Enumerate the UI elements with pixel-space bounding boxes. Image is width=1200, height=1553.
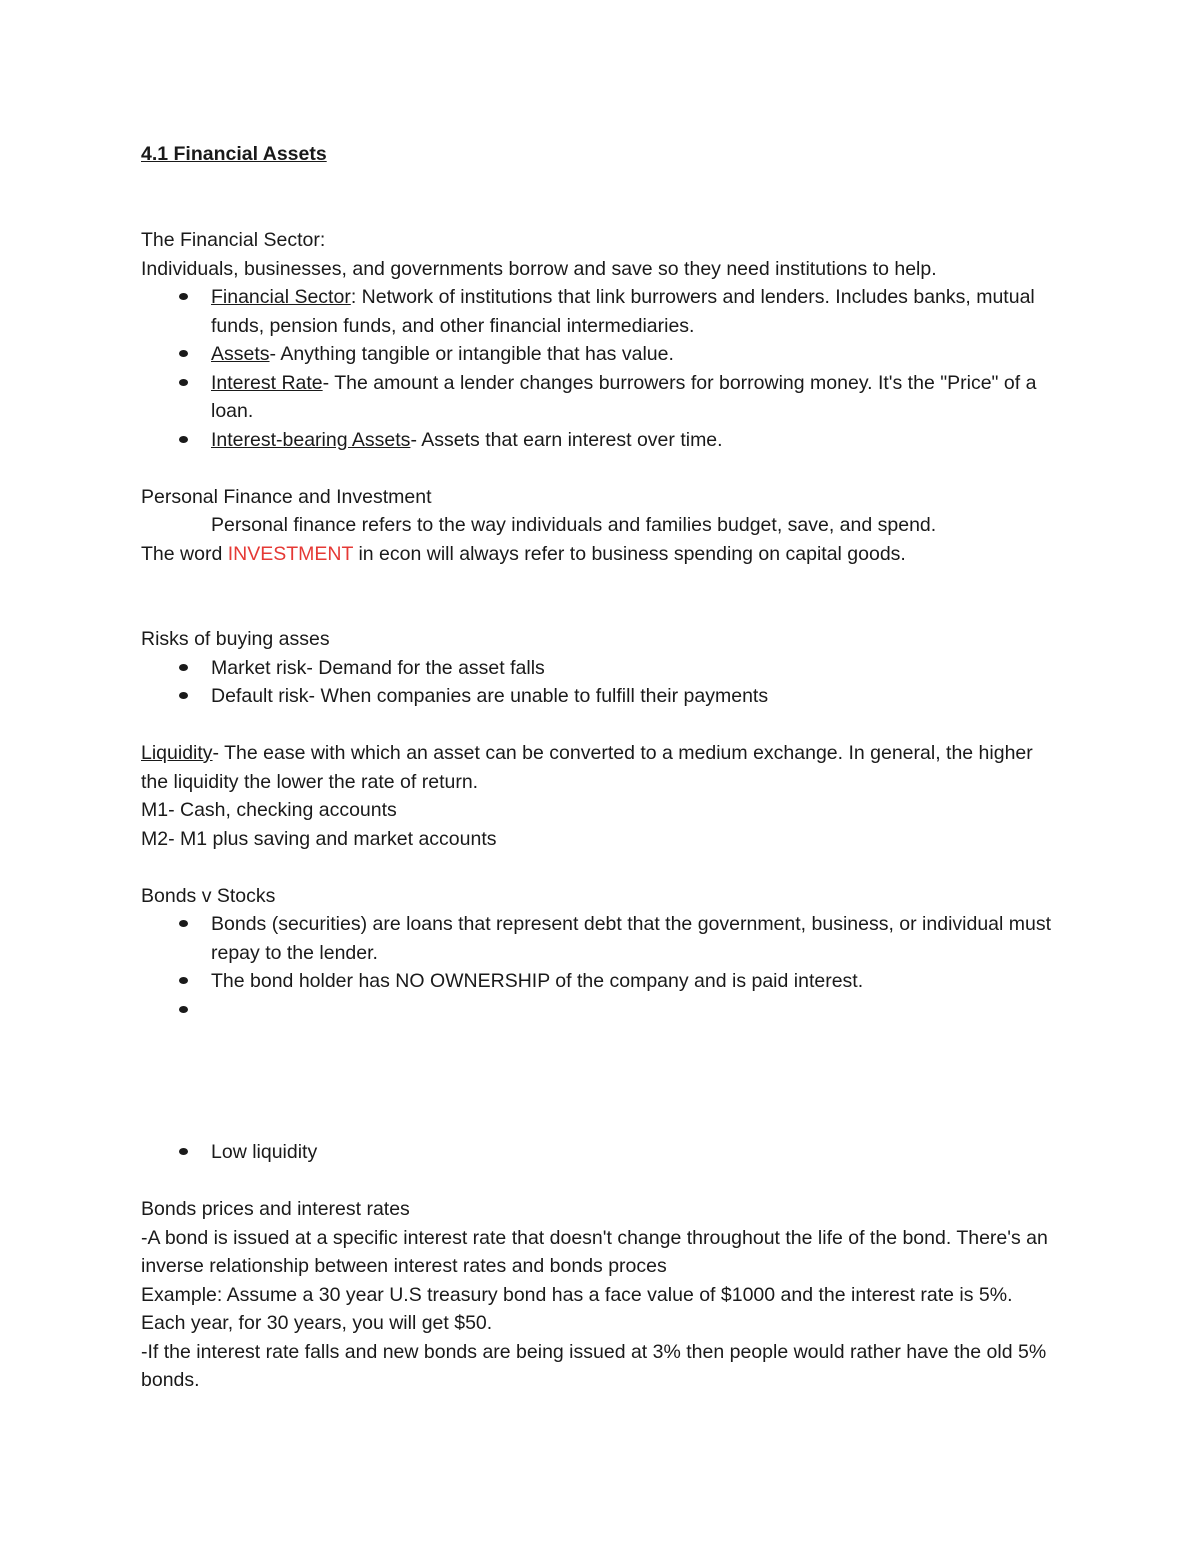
- list-item: [141, 426, 1061, 455]
- sector-list: [141, 283, 1061, 454]
- personal-line: Personal finance refers to the way individuals and families budget, save, and spend.: [211, 514, 937, 536]
- liquidity-term: Liquidity: [141, 742, 213, 764]
- spacer: [141, 711, 1061, 740]
- document-title: 4.1 Financial Assets: [141, 143, 327, 165]
- list-item: Bonds (securities) are loans that represent debt that the government, business, or individual must repay to the lender.: [141, 910, 1061, 967]
- sector-heading: The Financial Sector:: [141, 229, 326, 251]
- list-item: [141, 996, 1061, 1025]
- list-item: The bond holder has NO OWNERSHIP of the company and is paid interest.: [141, 967, 1061, 996]
- spacer: [141, 454, 1061, 483]
- liquidity-definition: - The ease with which an asset can be converted to a medium exchange. In general, the higher the liquidity the lower the rate of return.: [141, 742, 1033, 793]
- bonds-list-continued: [141, 1138, 1061, 1167]
- prices-heading: Bonds prices and interest rates: [141, 1198, 410, 1220]
- risks-list: [141, 654, 1061, 711]
- risks-heading: Risks of buying asses: [141, 628, 330, 650]
- spacer: [141, 853, 1061, 882]
- list-item: [141, 340, 1061, 369]
- spacer: [141, 1167, 1061, 1196]
- investment-line: [141, 540, 1061, 569]
- bonds-list: [141, 910, 1061, 1024]
- term: Assets: [211, 343, 270, 365]
- m2-line: M2- M1 plus saving and market accounts: [141, 827, 497, 850]
- spacer: [141, 1024, 1061, 1138]
- liquidity-paragraph: [141, 739, 1061, 796]
- list-item: Market risk- Demand for the asset falls: [141, 654, 1061, 683]
- spacer: [141, 568, 1061, 625]
- definition: - Assets that earn interest over time.: [410, 428, 723, 451]
- document-page: [141, 140, 1061, 1395]
- term: Interest Rate: [211, 371, 323, 394]
- rate-falls-paragraph: -If the interest rate falls and new bonds are being issued at 3% then people would rather have the old 5% bonds.: [141, 1340, 1047, 1391]
- term: Interest-bearing Assets: [211, 428, 411, 451]
- list-item: Low liquidity: [141, 1138, 1061, 1167]
- sector-intro: Individuals, businesses, and governments borrow and save so they need institutions to help.: [141, 257, 937, 280]
- prices-paragraph: -A bond is issued at a specific interest rate that doesn't change throughout the life of the bond. There's an inverse relationship between interest rates and bonds proces: [141, 1226, 1048, 1277]
- list-item: [141, 369, 1061, 426]
- example-paragraph: Example: Assume a 30 year U.S treasury bond has a face value of $1000 and the interest rate is 5%. Each year, for 30 years, you will get $50.: [141, 1283, 1013, 1334]
- m1-line: M1- Cash, checking accounts: [141, 799, 397, 821]
- definition: - Anything tangible or intangible that has value.: [269, 343, 674, 365]
- bonds-heading: Bonds v Stocks: [141, 884, 276, 907]
- personal-heading: Personal Finance and Investment: [141, 485, 432, 508]
- definition: - The amount a lender changes burrowers for borrowing money. It's the "Price" of a loan.: [211, 371, 1037, 422]
- list-item: Default risk- When companies are unable to fulfill their payments: [141, 682, 1061, 711]
- investment-highlight: INVESTMENT: [227, 542, 354, 565]
- list-item: [141, 283, 1061, 340]
- investment-post: in econ will always refer to business spending on capital goods.: [353, 542, 906, 565]
- investment-pre: The word: [141, 542, 228, 565]
- term: Financial Sector: [211, 286, 351, 308]
- definition: : Network of institutions that link burrowers and lenders. Includes banks, mutual funds, pension funds, and other financial intermediaries.: [211, 286, 1035, 337]
